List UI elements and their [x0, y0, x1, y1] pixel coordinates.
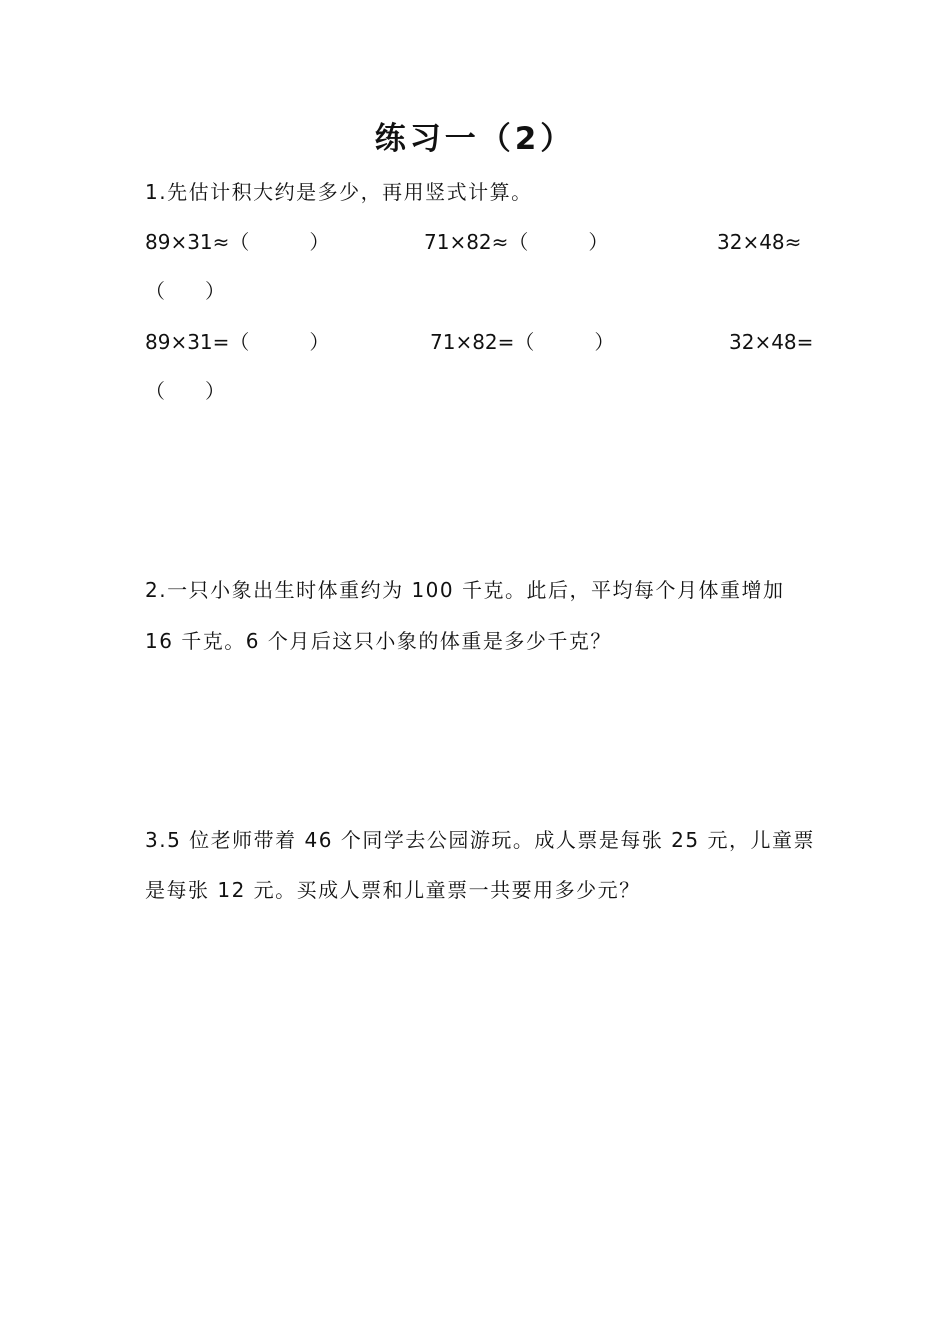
question-3-line-2: 是每张 12 元。买成人票和儿童票一共要用多少元？	[145, 878, 641, 902]
exact-expr-3-blank: （ ）	[145, 379, 225, 403]
exact-expr-1: 89×31=（ ）	[145, 330, 330, 354]
question-3-line-1: 3.5 位老师带着 46 个同学去公园游玩。成人票是每张 25 元，儿童票	[145, 828, 815, 852]
exact-expr-3: 32×48=	[729, 330, 814, 354]
estimate-expr-1: 89×31≈（ ）	[145, 230, 330, 254]
estimate-expr-2: 71×82≈（ ）	[424, 230, 609, 254]
page-title: 练习一（2）	[374, 121, 576, 157]
estimate-expr-3-blank: （ ）	[145, 279, 225, 303]
question-1-heading: 1.先估计积大约是多少，再用竖式计算。	[145, 180, 533, 204]
question-2-line-2: 16 千克。6 个月后这只小象的体重是多少千克？	[145, 629, 612, 653]
estimate-expr-3: 32×48≈	[717, 230, 802, 254]
question-2-line-1: 2.一只小象出生时体重约为 100 千克。此后，平均每个月体重增加	[145, 578, 785, 602]
exact-expr-2: 71×82=（ ）	[430, 330, 615, 354]
